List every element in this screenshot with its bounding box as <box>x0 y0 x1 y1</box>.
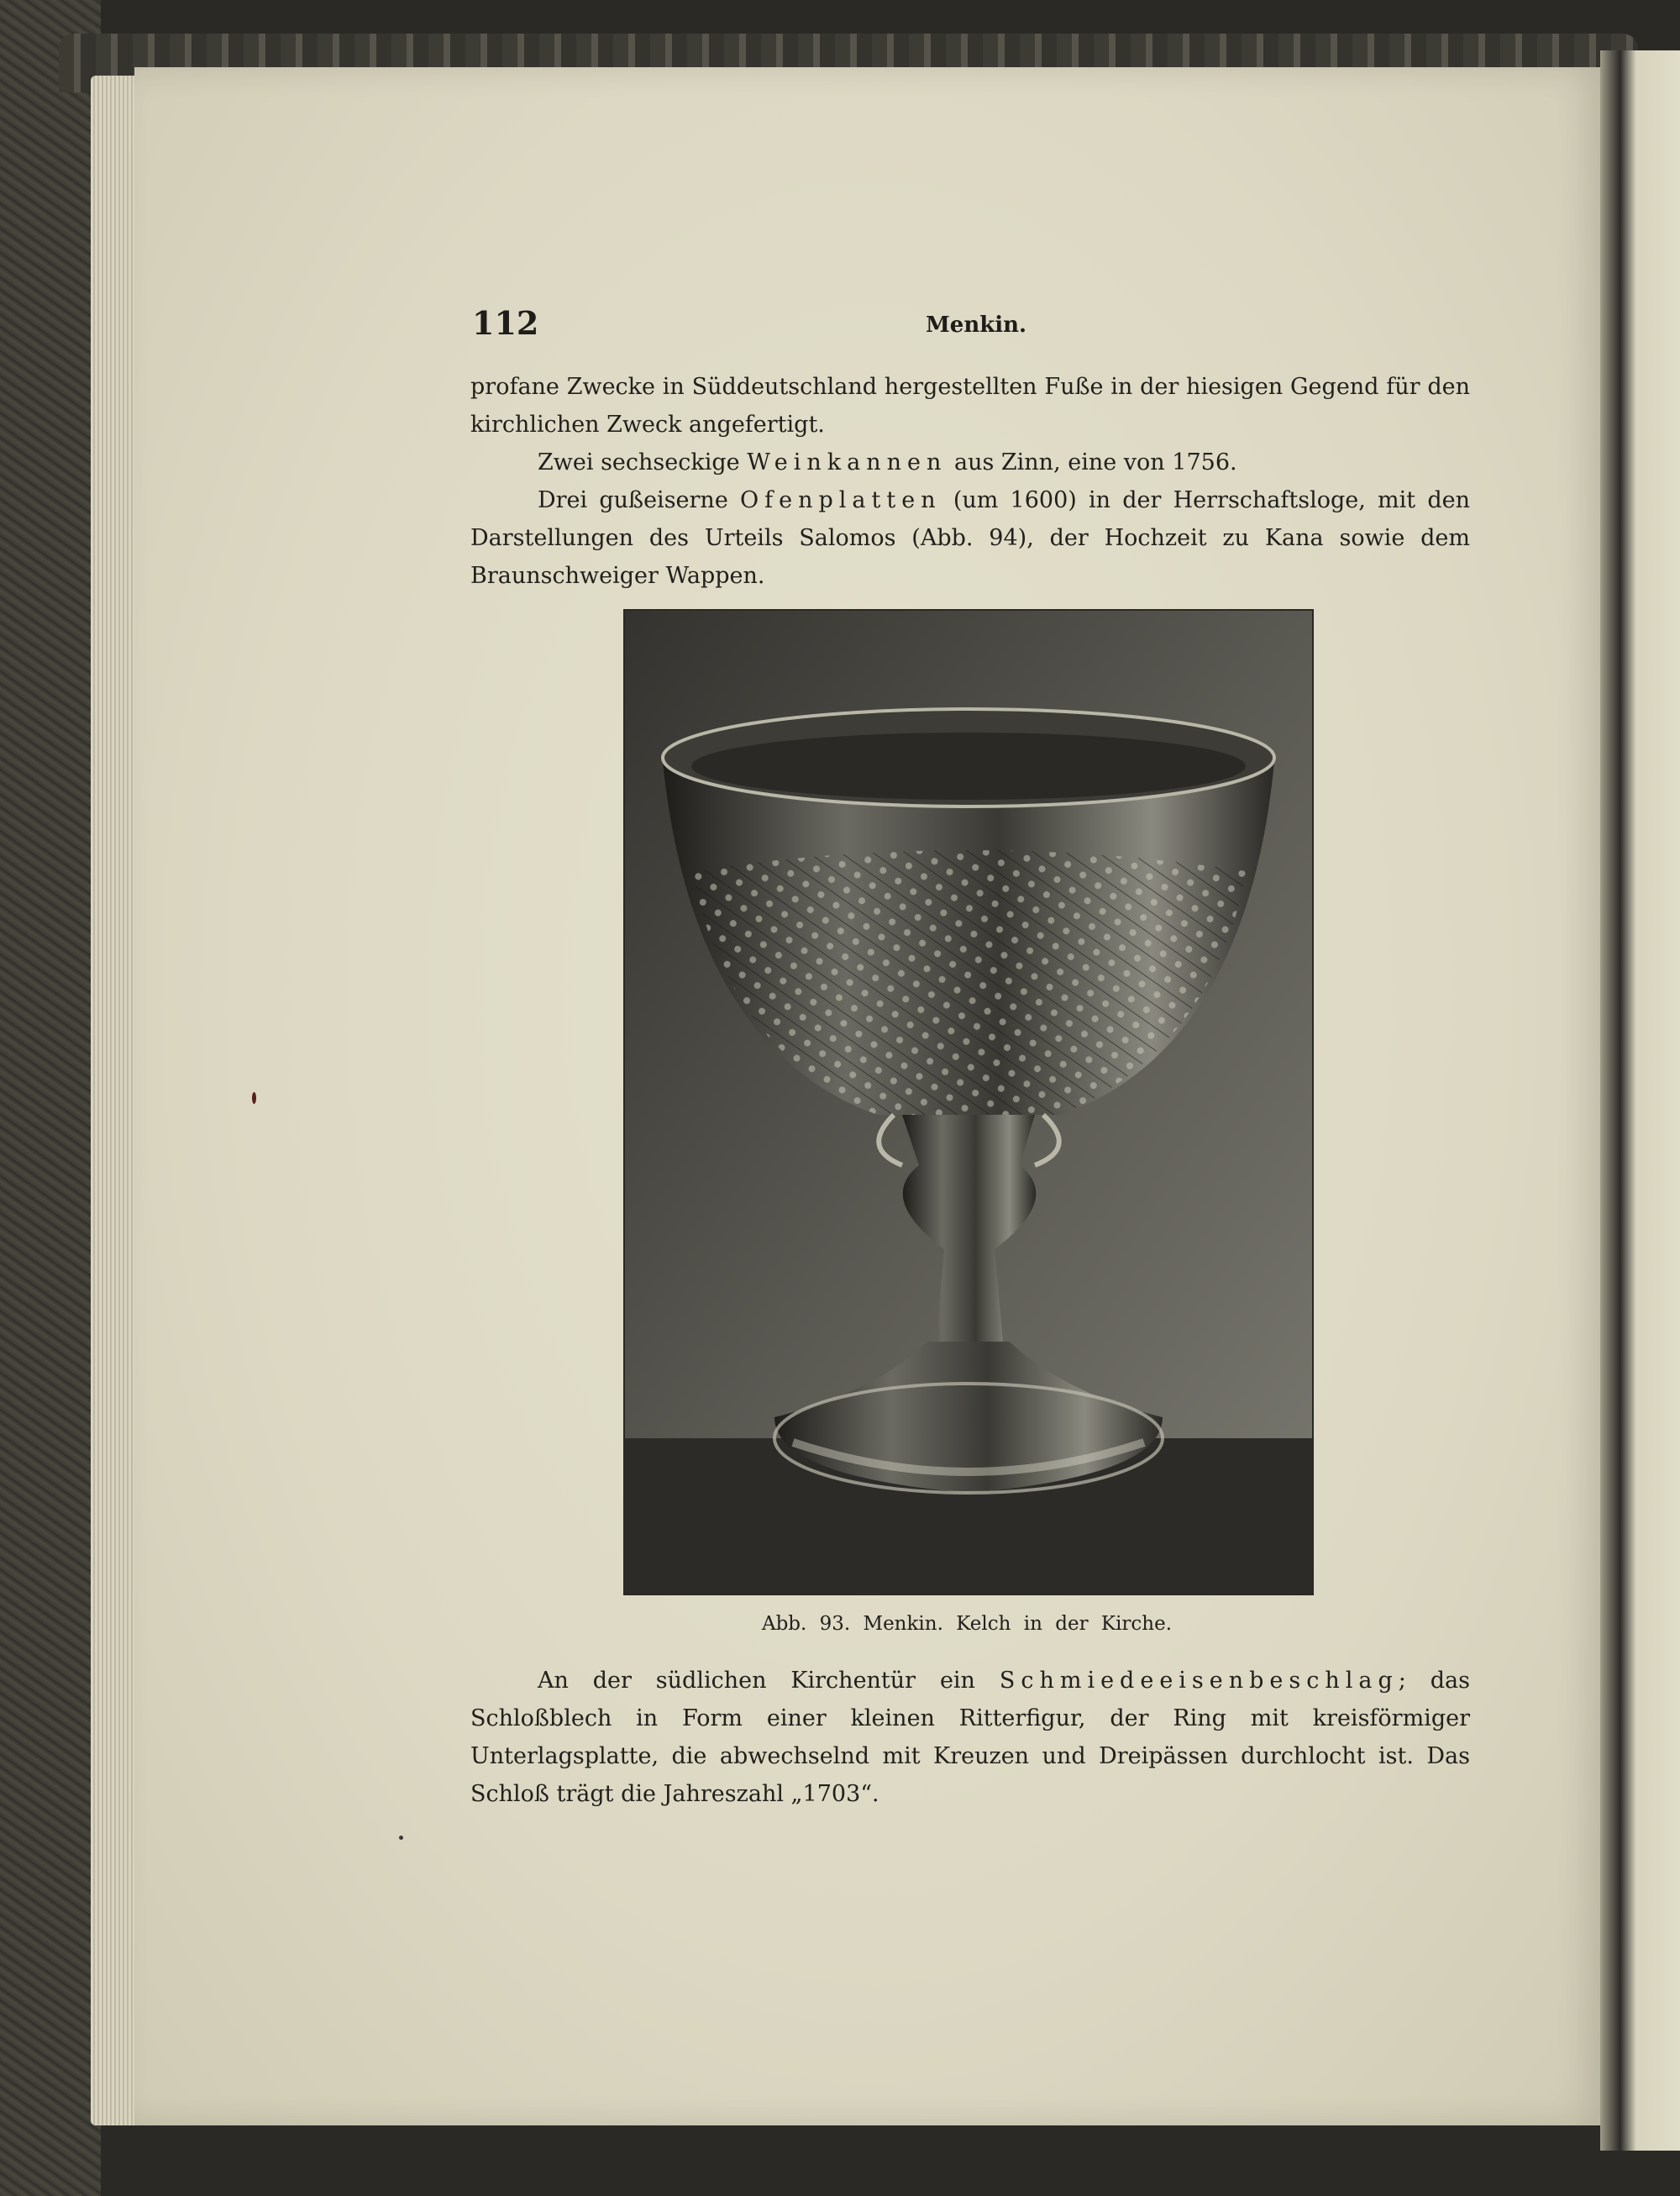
book-cover-edge <box>0 0 101 2196</box>
running-head: Menkin. <box>926 313 1027 338</box>
spaced-term: Ofenplatten <box>740 487 942 513</box>
page-number: 112 <box>472 304 539 342</box>
spaced-term: Schmiedeeisenbeschlag <box>999 1668 1399 1694</box>
text-span: An der südlichen Kirchentür ein <box>538 1668 1000 1694</box>
text-span: ; das Schloßblech in Form einer kleinen Ritterfigur, der Ring mit kreisförmiger Unterlagsplatte, die abwechselnd mit Kreuzen und Dreipässen durchlocht ist. Das Schloß trägt die Jahreszahl „1703“. <box>470 1668 1470 1807</box>
spaced-term: Weinkannen <box>747 449 948 475</box>
top-text-block <box>470 368 1470 595</box>
text-span: Zwei sechseckige <box>538 449 748 475</box>
text-span: (um 1600) in der Herrschaftsloge, mit den Darstellungen des Urteils Salomos (Abb. 94), der Hochzeit zu Kana sowie dem Braunschweiger Wappen. <box>470 487 1470 589</box>
book-gutter <box>1600 50 1680 2151</box>
paragraph-continuation: profane Zwecke in Süddeutschland hergestellten Fuße in der hiesigen Gegend für den kirchlichen Zweck angefertigt. <box>470 374 1470 438</box>
chalice-photo-icon <box>625 611 1312 1594</box>
paragraph-ofenplatten <box>470 481 1470 595</box>
paper-speck <box>252 1092 256 1104</box>
paper-speck <box>399 1836 403 1840</box>
paragraph-weinkannen <box>470 444 1470 481</box>
text-span: Drei gußeiserne <box>538 487 741 513</box>
bottom-text-block <box>470 1662 1470 1813</box>
figure-photo <box>623 609 1314 1595</box>
figure-caption: Abb. 93. Menkin. Kelch in der Kirche. <box>761 1613 1173 1635</box>
page-header <box>472 304 1467 346</box>
paragraph-schmiedeeisen <box>470 1662 1470 1813</box>
page-edges <box>91 76 141 2125</box>
text-span: aus Zinn, eine von 1756. <box>947 449 1237 475</box>
